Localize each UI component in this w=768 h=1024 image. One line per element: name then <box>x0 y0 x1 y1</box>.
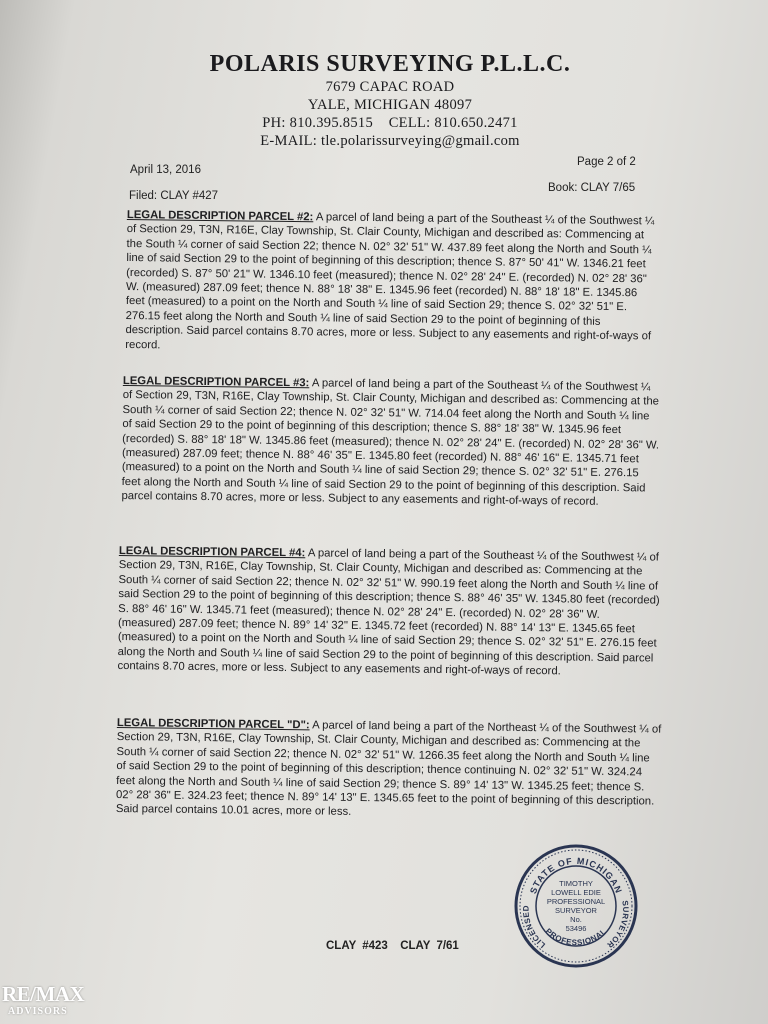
seal-ring-bottom-text: PROFESSIONAL <box>543 926 609 948</box>
document-date: April 13, 2016 <box>130 164 201 176</box>
parcel-body: A parcel of land being a part of the Southeast ¼ of the Southwest ¼ of Section 29, T3N, R16E, Clay Township, St. Clair County, Michigan and described as: Commencing at the South ¼ corner of said Section 22; thence N. 02° 32' 51" W. 437.89 feet along the North and South ¼ line of said Section 29 to the point of beginning of this description; thence S. 87° 50' 41" W. 1346.21 feet (recorded) S. 87° 50' 21" W. 1346.10 feet (measured); thence N. 02° 28' 24" E. (recorded) N. 02° 28' 36" W. (measured) 287.09 feet; thence N. 88° 18' 38" E. 1345.96 feet (recorded) N. 88° 18' 18" E. 1345.86 feet (measured) to a point on the North and South ¼ line of said Section 29; thence S. 02° 32' 51" E. 276.15 feet along the North and South ¼ line of said Section 29 to the point of beginning of this description. Said parcel contains 8.70 acres, more or less. Subject to any easements and right-of-ways of record. <box>125 211 655 352</box>
watermark-brand: RE/MAX <box>2 982 85 1006</box>
letterhead <box>150 50 630 150</box>
seal-ring-top-text: STATE OF MICHIGAN <box>528 855 624 896</box>
parcel-d-description <box>116 716 662 823</box>
parcel-body: A parcel of land being a part of the Southeast ¼ of the Southwest ¼ of Section 29, T3N, R16E, Clay Township, St. Clair County, Michigan and described as: Commencing at the South ¼ corner of said Section 22; thence N. 02° 32' 51" W. 714.04 feet along the North and South ¼ line of said Section 29 to the point of beginning of this description; thence S. 88° 18' 38" W. 1345.96 feet (recorded) S. 88° 18' 18" W. 1345.86 feet (measured); thence N. 02° 28' 24" E. (recorded) N. 02° 28' 36" W. (measured) 287.09 feet; thence N. 88° 46' 35" E. 1345.80 feet (recorded) N. 88° 46' 16" E. 1345.71 feet (measured) to a point on the North and South ¼ line of said Section 29; thence S. 02° 32' 51" E. 276.15 feet along the North and South ¼ line of said Section 29 to the point of beginning of this description. Said parcel contains 8.70 acres, more or less. Subject to any easements and right-of-ways of record. <box>121 377 660 509</box>
parcel-body: A parcel of land being a part of the Southeast ¼ of the Southwest ¼ of Section 29, T3N, R16E, Clay Township, St. Clair County, Michigan and described as: Commencing at the South ¼ corner of said Section 22; thence N. 02° 32' 51" W. 990.19 feet along the North and South ¼ line of said Section 29 to the point of beginning of this description; thence S. 88° 46' 35" W. 1345.80 feet (recorded) S. 88° 46' 16" W. 1345.71 feet (measured); thence N. 02° 28' 24" E. (recorded) N. 02° 28' 36" W. (measured) 287.09 feet; thence N. 89° 14' 32" E. 1345.72 feet (recorded) N. 88° 14' 13" E. 1345.65 feet (measured) to a point on the North and South ¼ line of said Section 29; thence S. 02° 32' 51" E. 276.15 feet along the North and South ¼ line of said Section 29 to the point of beginning of this description. Said parcel contains 8.70 acres, more or less. Subject to any easements and right-of-ways of record. <box>117 547 660 678</box>
parcel-body: A parcel of land being a part of the Northeast ¼ of the Southwest ¼ of Section 29, T3N, R16E, Clay Township, St. Clair County, Michigan and described as: Commencing at the South ¼ corner of said Section 22; thence N. 02° 32' 51" W. 1266.35 feet along the North and South ¼ line of said Section 29 to the point of beginning of this description; thence continuing N. 02° 32' 51" W. 324.24 feet along the North and South ¼ line of said Section 29; thence S. 89° 14' 13" W. 1345.25 feet; thence S. 02° 28' 36" E. 324.23 feet; thence N. 89° 14' 13" E. 1345.65 feet to the point of beginning of this description. Said parcel contains 10.01 acres, more or less. <box>115 719 662 819</box>
parcel-heading: LEGAL DESCRIPTION PARCEL #3: <box>122 374 310 390</box>
seal-line-2: LOWELL EDIE <box>551 888 601 897</box>
parcel-heading: LEGAL DESCRIPTION PARCEL #4: <box>118 544 306 560</box>
parcel-heading: LEGAL DESCRIPTION PARCEL #2: <box>126 208 314 224</box>
page-number: Page 2 of 2 <box>577 156 636 168</box>
phone-line: PH: 810.395.8515 CELL: 810.650.2471 <box>262 115 518 131</box>
watermark-sub: ADVISORS <box>8 1006 68 1017</box>
remax-watermark <box>2 983 84 1019</box>
company-name: POLARIS SURVEYING P.L.L.C. <box>209 51 571 77</box>
surveyor-seal-stamp <box>512 842 640 970</box>
seal-ring-right-text: SURVEYOR <box>604 899 631 950</box>
parcel-2-description <box>125 208 660 359</box>
address-line-2: YALE, MICHIGAN 48097 <box>307 97 473 113</box>
seal-line-6: 53496 <box>565 924 587 933</box>
parcel-3-description <box>121 374 660 510</box>
filed-reference: Filed: CLAY #427 <box>129 190 219 202</box>
address-line-1: 7679 CAPAC ROAD <box>325 79 455 95</box>
footer-reference: CLAY #423 CLAY 7/61 <box>326 940 459 952</box>
seal-line-3: PROFESSIONAL <box>546 897 606 906</box>
seal-line-5: No. <box>570 915 582 924</box>
parcel-4-description <box>117 544 661 680</box>
seal-line-4: SURVEYOR <box>555 906 597 915</box>
svg-text:LICENSED <box>521 905 547 950</box>
seal-ring-left-text: LICENSED <box>521 904 548 950</box>
parcel-heading: LEGAL DESCRIPTION PARCEL "D": <box>116 716 310 732</box>
svg-text:SURVEYOR <box>605 900 630 950</box>
seal-line-1: TIMOTHY <box>559 879 593 888</box>
email-line: E-MAIL: tle.polarissurveying@gmail.com <box>260 133 520 149</box>
book-reference: Book: CLAY 7/65 <box>548 182 636 194</box>
